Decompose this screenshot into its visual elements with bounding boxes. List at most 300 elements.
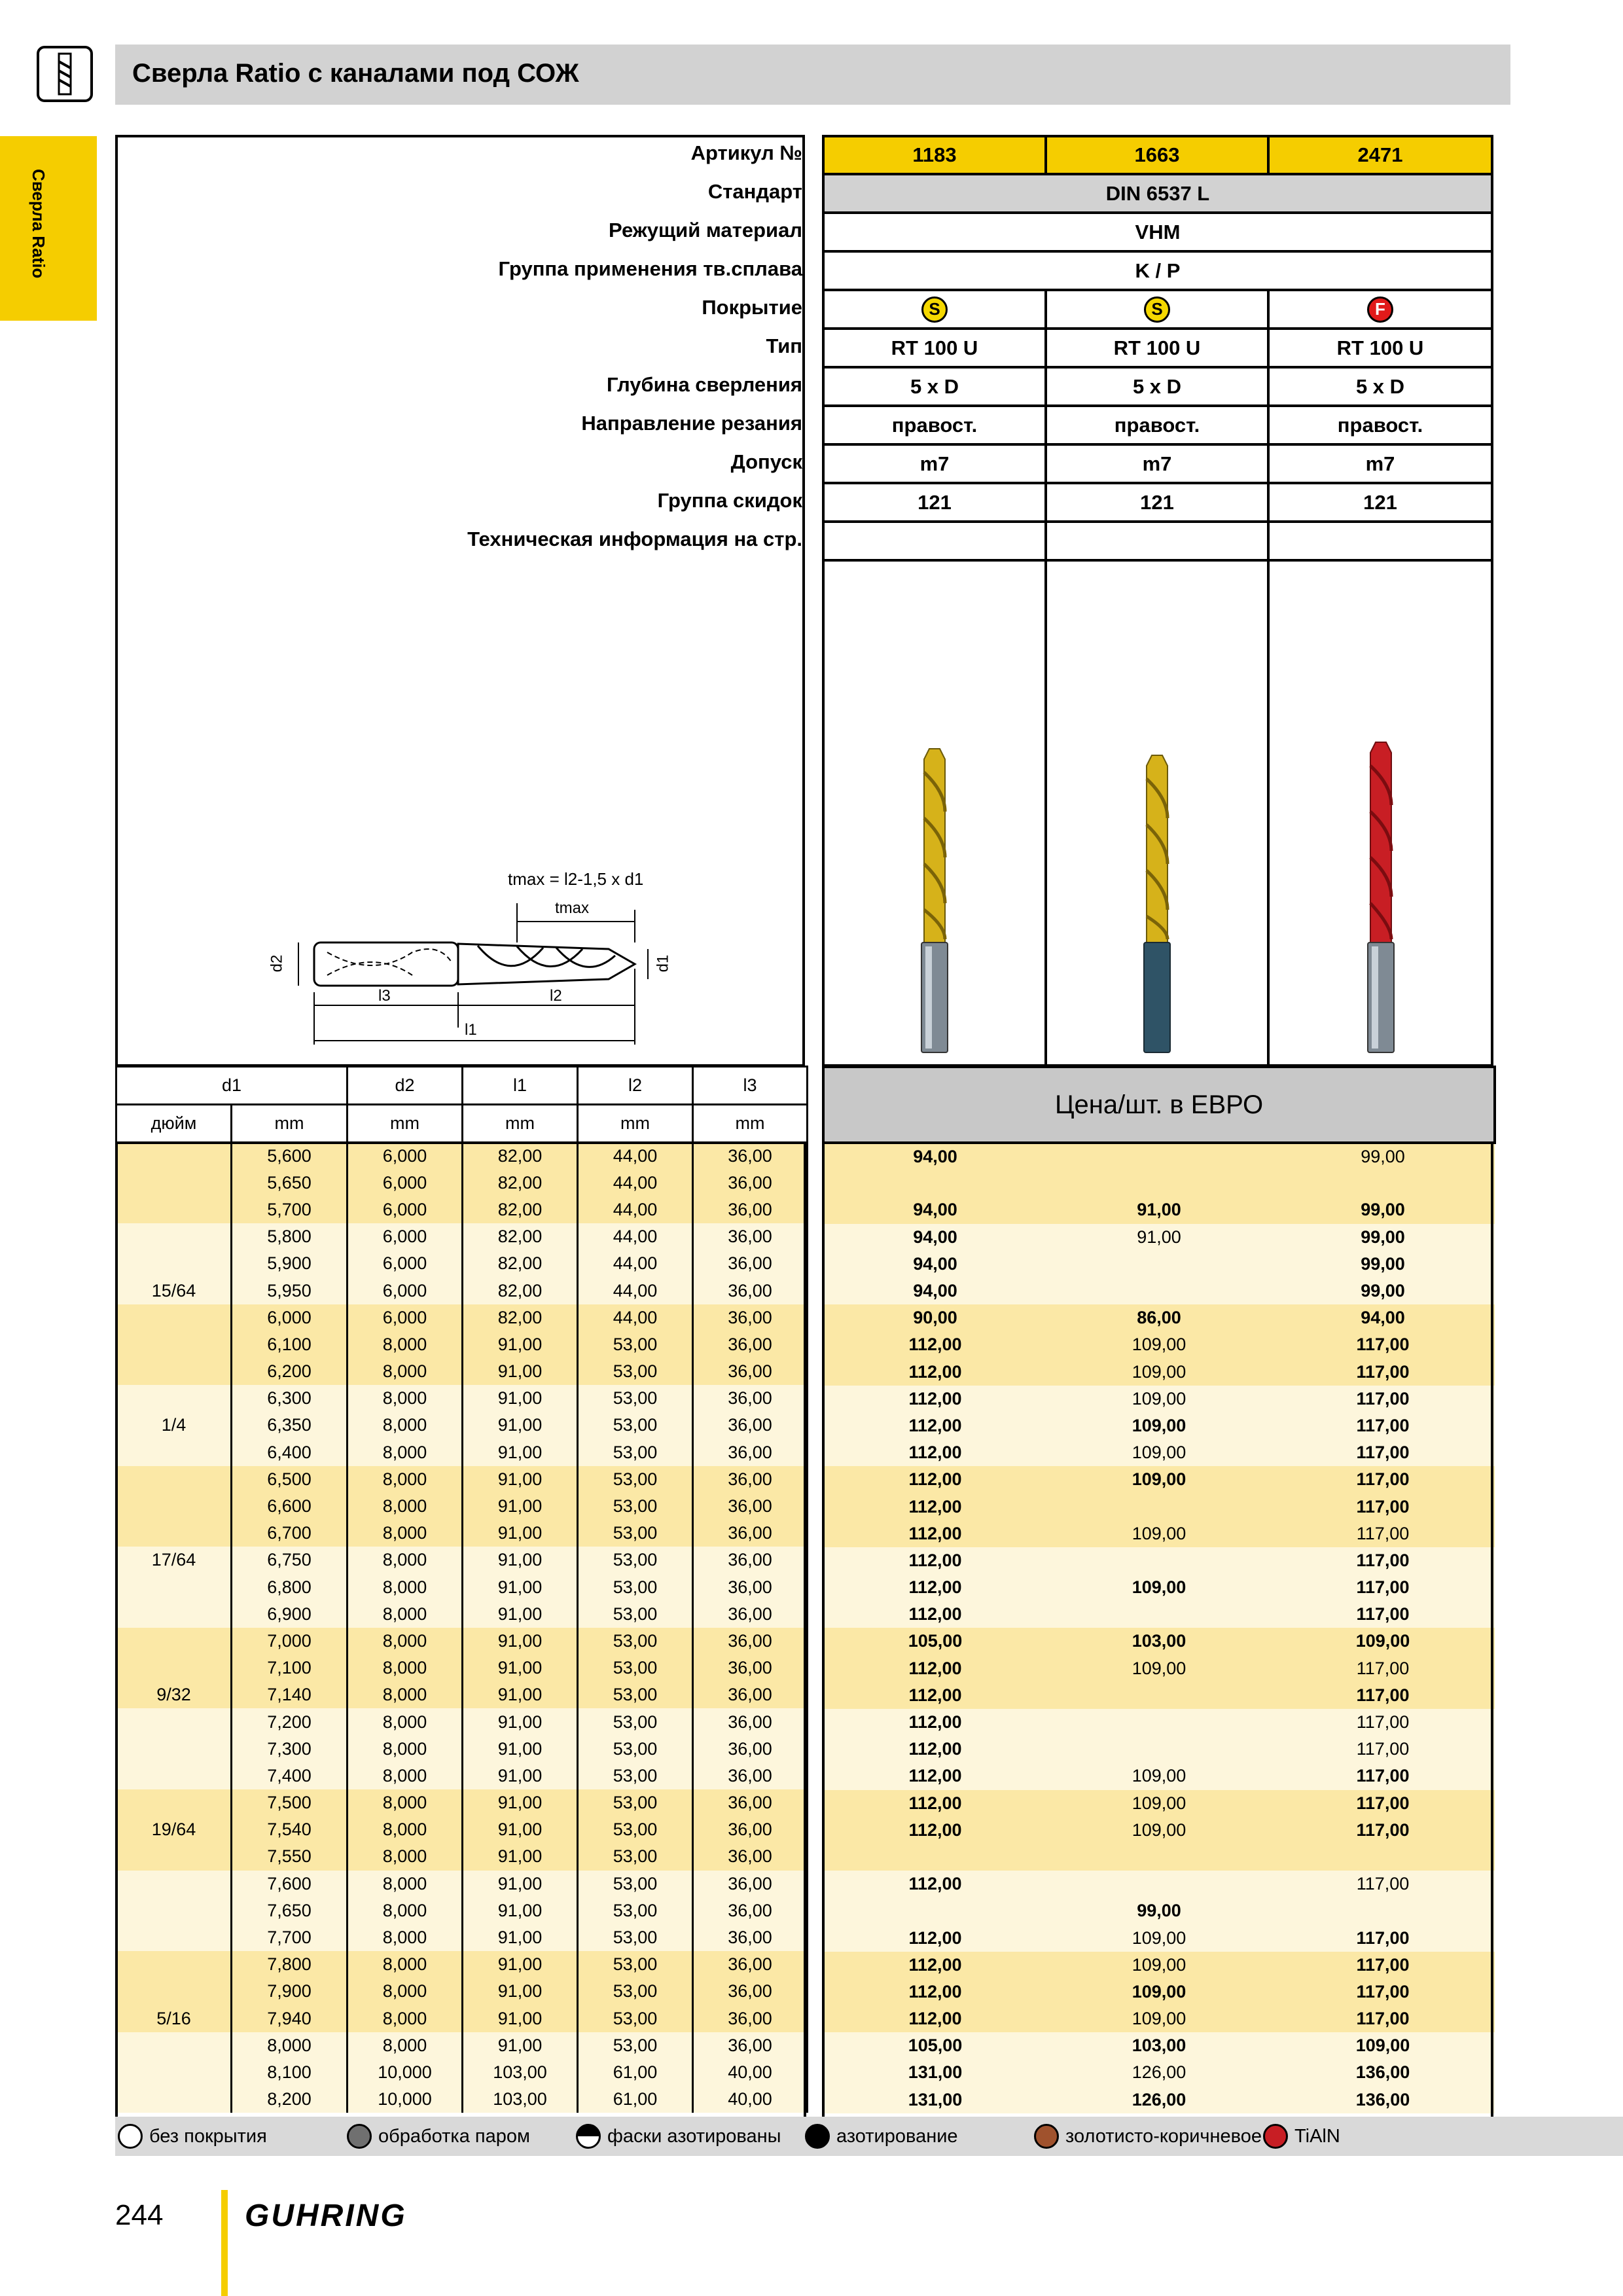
dimension-row	[116, 1196, 808, 1223]
price-cell: 109,00	[1047, 1466, 1271, 1493]
price-row	[823, 1170, 1495, 1196]
dimension-row	[116, 1277, 808, 1304]
price-cell: 109,00	[1047, 1952, 1271, 1979]
price-cell: 94,00	[823, 1143, 1047, 1170]
price-cell: 99,00	[1271, 1278, 1495, 1304]
price-cell: 99,00	[1271, 1224, 1495, 1251]
dimension-cell	[116, 1493, 232, 1520]
dimension-cell: 36,00	[693, 1170, 808, 1196]
dimension-row	[116, 1493, 808, 1520]
dimension-cell: 44,00	[578, 1196, 693, 1223]
dimension-row	[116, 1466, 808, 1493]
price-cell: 112,00	[823, 1359, 1047, 1386]
dimension-cell: 36,00	[693, 1708, 808, 1735]
price-cell	[1047, 1170, 1271, 1196]
dimension-row	[116, 1547, 808, 1573]
price-cell: 117,00	[1271, 1817, 1495, 1844]
price-cell: 112,00	[823, 1574, 1047, 1601]
dimension-cell: 7,600	[232, 1871, 348, 1897]
price-cell: 109,00	[1047, 1655, 1271, 1682]
price-row	[823, 1952, 1495, 1979]
price-cell: 105,00	[823, 1628, 1047, 1655]
dimension-cell	[116, 1331, 232, 1358]
dimension-cell: 8,000	[348, 1871, 463, 1897]
price-cell: 136,00	[1271, 2059, 1495, 2086]
tech-info-3	[1267, 520, 1493, 562]
dimension-cell: 8,000	[348, 1789, 463, 1816]
header-d1: d1	[116, 1067, 348, 1105]
drill-red-icon	[1361, 740, 1400, 1054]
dimension-cell: 5,600	[232, 1143, 348, 1170]
dimension-cell: 91,00	[463, 1736, 578, 1763]
price-cell: 112,00	[823, 1520, 1047, 1547]
dimension-cell: 7,400	[232, 1763, 348, 1789]
dimension-cell: 53,00	[578, 1601, 693, 1628]
dimension-cell: 91,00	[463, 1655, 578, 1681]
dimension-cell: 91,00	[463, 1628, 578, 1655]
dimension-cell: 8,000	[348, 1358, 463, 1385]
tmax-label: tmax	[555, 899, 590, 917]
dimension-cell	[116, 2032, 232, 2059]
dimension-cell: 8,000	[348, 1736, 463, 1763]
dimension-cell: 7,500	[232, 1789, 348, 1816]
subheader-mm: mm	[578, 1105, 693, 1143]
dimension-row	[116, 1574, 808, 1601]
price-cell	[823, 1170, 1047, 1196]
dimension-cell: 6,750	[232, 1547, 348, 1573]
price-cell	[1047, 1871, 1271, 1897]
price-cell: 112,00	[823, 1386, 1047, 1412]
dimension-cell: 44,00	[578, 1277, 693, 1304]
dimension-cell: 7,300	[232, 1736, 348, 1763]
price-cell: 105,00	[823, 2032, 1047, 2059]
dimension-cell	[116, 1628, 232, 1655]
dimension-row	[116, 2005, 808, 2032]
dimension-cell: 53,00	[578, 1897, 693, 1924]
dimension-cell: 8,000	[348, 1843, 463, 1870]
dimension-cell: 53,00	[578, 1358, 693, 1385]
price-cell: 117,00	[1271, 1331, 1495, 1358]
dimension-cell: 8,000	[348, 2032, 463, 2059]
dimension-cell: 6,350	[232, 1412, 348, 1439]
dimension-cell: 5,950	[232, 1277, 348, 1304]
dimension-cell: 91,00	[463, 1897, 578, 1924]
label-direction: Направление резания	[581, 412, 802, 435]
depth-1: 5 x D	[822, 366, 1047, 407]
dimension-cell: 6,000	[348, 1223, 463, 1250]
dimension-table	[115, 1066, 808, 2113]
standard-value: DIN 6537 L	[822, 173, 1493, 214]
price-cell: 117,00	[1271, 1763, 1495, 1789]
price-cell: 91,00	[1047, 1224, 1271, 1251]
legend-item	[576, 2117, 781, 2156]
dimension-cell: 6,000	[348, 1196, 463, 1223]
dimension-row	[116, 1978, 808, 2005]
legend-item	[805, 2117, 958, 2156]
dimension-cell: 91,00	[463, 1412, 578, 1439]
formula-label: tmax = l2-1,5 x d1	[508, 869, 644, 889]
price-cell: 131,00	[823, 2059, 1047, 2086]
dimension-cell: 61,00	[578, 2059, 693, 2086]
type-2: RT 100 U	[1044, 327, 1270, 368]
header-l1: l1	[463, 1067, 578, 1105]
article-1663: 1663	[1044, 135, 1270, 175]
price-cell: 117,00	[1271, 1359, 1495, 1386]
type-3: RT 100 U	[1267, 327, 1493, 368]
legend-item	[1263, 2117, 1340, 2156]
price-cell: 99,00	[1271, 1143, 1495, 1170]
price-row	[823, 1790, 1495, 1817]
price-cell: 94,00	[823, 1251, 1047, 1278]
dimension-cell: 5,700	[232, 1196, 348, 1223]
dimension-cell: 10,000	[348, 2086, 463, 2113]
price-row	[823, 1278, 1495, 1304]
price-row	[823, 2032, 1495, 2059]
dimension-cell: 7,200	[232, 1708, 348, 1735]
discount-1: 121	[822, 482, 1047, 523]
dimension-row	[116, 1250, 808, 1277]
dimension-cell: 53,00	[578, 1681, 693, 1708]
price-cell: 112,00	[823, 1871, 1047, 1897]
dimension-cell: 36,00	[693, 1493, 808, 1520]
price-cell: 103,00	[1047, 2032, 1271, 2059]
dimension-cell	[116, 1439, 232, 1466]
dimension-row	[116, 1789, 808, 1816]
price-cell: 131,00	[823, 2087, 1047, 2113]
dimension-cell: 7,900	[232, 1978, 348, 2005]
dimension-cell	[116, 1978, 232, 2005]
price-row	[823, 1574, 1495, 1601]
l1-label: l1	[465, 1021, 477, 1039]
price-row	[823, 1601, 1495, 1628]
dimension-cell	[116, 1358, 232, 1385]
dimension-cell: 53,00	[578, 1412, 693, 1439]
price-cell: 112,00	[823, 2005, 1047, 2032]
dimension-cell: 8,000	[348, 1466, 463, 1493]
price-cell	[1047, 1601, 1271, 1628]
dimension-cell: 53,00	[578, 1493, 693, 1520]
dimension-cell: 91,00	[463, 1708, 578, 1735]
price-cell: 112,00	[823, 1466, 1047, 1493]
subheader-mm: mm	[693, 1105, 808, 1143]
dimension-cell: 8,000	[348, 2005, 463, 2032]
dimension-cell: 36,00	[693, 1816, 808, 1843]
dimension-cell: 36,00	[693, 1924, 808, 1951]
dimension-cell	[116, 1871, 232, 1897]
dimension-cell: 40,00	[693, 2059, 808, 2086]
price-row	[823, 1331, 1495, 1358]
price-cell	[1047, 1844, 1271, 1871]
price-cell: 126,00	[1047, 2059, 1271, 2086]
price-cell: 109,00	[1047, 1979, 1271, 2005]
price-cell: 117,00	[1271, 1979, 1495, 2005]
dimension-cell: 8,000	[348, 1574, 463, 1601]
dimension-cell: 91,00	[463, 1385, 578, 1412]
dimension-cell: 36,00	[693, 1143, 808, 1170]
header-d2: d2	[348, 1067, 463, 1105]
dimension-cell: 36,00	[693, 1628, 808, 1655]
dimension-cell: 8,000	[348, 1412, 463, 1439]
price-row	[823, 2059, 1495, 2086]
dimension-row	[116, 1681, 808, 1708]
label-depth: Глубина сверления	[606, 373, 802, 396]
dimension-cell: 91,00	[463, 2032, 578, 2059]
dimension-cell: 9/32	[116, 1681, 232, 1708]
dimension-cell: 8,000	[348, 1763, 463, 1789]
price-cell: 117,00	[1271, 1386, 1495, 1412]
dimension-row	[116, 1385, 808, 1412]
dimension-cell: 44,00	[578, 1223, 693, 1250]
dimension-cell	[116, 1736, 232, 1763]
dimension-row	[116, 1412, 808, 1439]
dimension-cell: 91,00	[463, 1601, 578, 1628]
price-row	[823, 1251, 1495, 1278]
tialn-icon	[1263, 2124, 1288, 2149]
subheader-mm: mm	[348, 1105, 463, 1143]
brand-logo: GUHRING	[245, 2198, 407, 2233]
dimension-cell: 36,00	[693, 1223, 808, 1250]
price-row	[823, 1304, 1495, 1331]
dimension-cell: 17/64	[116, 1547, 232, 1573]
dimension-cell: 91,00	[463, 1574, 578, 1601]
dimension-cell: 91,00	[463, 1466, 578, 1493]
price-cell: 109,00	[1047, 1331, 1271, 1358]
price-cell: 117,00	[1271, 1520, 1495, 1547]
dimension-cell: 61,00	[578, 2086, 693, 2113]
dimension-row	[116, 2086, 808, 2113]
price-cell: 112,00	[823, 1412, 1047, 1439]
dimension-cell: 8,000	[232, 2032, 348, 2059]
dimension-cell: 6,500	[232, 1466, 348, 1493]
price-cell: 112,00	[823, 1601, 1047, 1628]
dimension-row	[116, 2059, 808, 2086]
dimension-cell: 8,000	[348, 1816, 463, 1843]
dimension-row	[116, 1628, 808, 1655]
dimension-cell: 36,00	[693, 1196, 808, 1223]
price-cell: 117,00	[1271, 1466, 1495, 1493]
dimension-cell	[116, 1520, 232, 1547]
dimension-cell: 53,00	[578, 2005, 693, 2032]
dimension-cell: 53,00	[578, 1789, 693, 1816]
price-cell: 103,00	[1047, 1628, 1271, 1655]
coating-legend	[115, 2117, 1623, 2156]
dimension-cell: 36,00	[693, 1871, 808, 1897]
price-cell: 109,00	[1047, 1386, 1271, 1412]
price-table	[822, 1066, 1496, 2113]
header-l3: l3	[693, 1067, 808, 1105]
gold-brown-icon	[1034, 2124, 1059, 2149]
dimension-cell: 53,00	[578, 1843, 693, 1870]
dimension-cell: 44,00	[578, 1143, 693, 1170]
price-row	[823, 1466, 1495, 1493]
direction-3: правост.	[1267, 404, 1493, 446]
dimension-cell: 8,000	[348, 1655, 463, 1681]
dimension-cell: 36,00	[693, 2032, 808, 2059]
legend-item	[347, 2117, 530, 2156]
dimension-cell: 8,000	[348, 1547, 463, 1573]
dimension-cell: 1/4	[116, 1412, 232, 1439]
dimension-row	[116, 1331, 808, 1358]
dimension-cell: 15/64	[116, 1277, 232, 1304]
price-cell	[1047, 1493, 1271, 1520]
dimension-cell: 7,700	[232, 1924, 348, 1951]
dimension-cell: 8,000	[348, 1708, 463, 1735]
label-discount: Группа скидок	[657, 489, 802, 512]
dimension-cell: 36,00	[693, 1655, 808, 1681]
dimension-cell: 36,00	[693, 1897, 808, 1924]
l2-label: l2	[550, 987, 562, 1005]
price-row	[823, 1871, 1495, 1897]
dimension-cell: 6,000	[232, 1304, 348, 1331]
dimension-row	[116, 1763, 808, 1789]
price-row	[823, 1493, 1495, 1520]
price-row	[823, 1844, 1495, 1871]
nitrided-chamfer-icon	[576, 2124, 601, 2149]
label-tolerance: Допуск	[730, 450, 802, 473]
price-cell: 117,00	[1271, 1439, 1495, 1466]
dimension-cell: 53,00	[578, 1951, 693, 1978]
subheader-mm: mm	[463, 1105, 578, 1143]
price-cell: 109,00	[1047, 1520, 1271, 1547]
discount-3: 121	[1267, 482, 1493, 523]
price-cell: 117,00	[1271, 1709, 1495, 1736]
dimension-row	[116, 1897, 808, 1924]
price-cell: 109,00	[1271, 1628, 1495, 1655]
dimension-cell: 6,600	[232, 1493, 348, 1520]
price-row	[823, 1763, 1495, 1789]
coating-s-icon: S	[921, 296, 948, 323]
legend-label: TiAlN	[1294, 2125, 1340, 2147]
dimension-row	[116, 1223, 808, 1250]
price-cell: 117,00	[1271, 1574, 1495, 1601]
depth-2: 5 x D	[1044, 366, 1270, 407]
dimension-row	[116, 1871, 808, 1897]
legend-label: азотирование	[836, 2125, 958, 2147]
dimension-cell: 91,00	[463, 1789, 578, 1816]
price-cell: 117,00	[1271, 1412, 1495, 1439]
dimension-cell: 8,000	[348, 1439, 463, 1466]
dimension-cell	[116, 1170, 232, 1196]
dimension-cell: 53,00	[578, 1520, 693, 1547]
price-cell	[1271, 1170, 1495, 1196]
price-cell: 117,00	[1271, 1924, 1495, 1951]
dimension-cell: 91,00	[463, 1843, 578, 1870]
legend-label: золотисто-коричневое	[1065, 2125, 1262, 2147]
dimension-cell: 53,00	[578, 1763, 693, 1789]
dimension-cell: 91,00	[463, 1681, 578, 1708]
price-cell	[1271, 1844, 1495, 1871]
price-row	[823, 1386, 1495, 1412]
article-1183: 1183	[822, 135, 1047, 175]
dimension-cell: 82,00	[463, 1143, 578, 1170]
dimension-cell: 5,800	[232, 1223, 348, 1250]
discount-2: 121	[1044, 482, 1270, 523]
d1-label: d1	[654, 954, 672, 973]
dimension-cell: 53,00	[578, 1736, 693, 1763]
legend-item	[1034, 2117, 1262, 2156]
price-cell: 117,00	[1271, 1655, 1495, 1682]
nitrided-icon	[805, 2124, 830, 2149]
price-cell	[1047, 1736, 1271, 1763]
dimension-row	[116, 1708, 808, 1735]
price-cell: 109,00	[1271, 2032, 1495, 2059]
side-tab-label: Сверла Ratio	[29, 169, 48, 279]
dimension-cell: 53,00	[578, 1385, 693, 1412]
dimension-cell: 36,00	[693, 1331, 808, 1358]
page-title: Сверла Ratio с каналами под СОЖ	[132, 59, 579, 88]
price-cell: 126,00	[1047, 2087, 1271, 2113]
price-cell: 112,00	[823, 1655, 1047, 1682]
dimension-cell: 36,00	[693, 1250, 808, 1277]
price-row	[823, 1520, 1495, 1547]
price-cell: 117,00	[1271, 1871, 1495, 1897]
label-material: Режущий материал	[609, 219, 802, 242]
dimension-cell: 6,000	[348, 1304, 463, 1331]
dimension-cell: 8,000	[348, 1493, 463, 1520]
dimension-cell: 6,000	[348, 1250, 463, 1277]
dimension-cell: 91,00	[463, 1924, 578, 1951]
direction-2: правост.	[1044, 404, 1270, 446]
price-cell: 109,00	[1047, 1790, 1271, 1817]
price-row	[823, 1736, 1495, 1763]
dimension-cell: 8,000	[348, 1385, 463, 1412]
label-article: Артикул №	[690, 141, 802, 164]
tolerance-2: m7	[1044, 443, 1270, 484]
dimension-cell: 7,650	[232, 1897, 348, 1924]
tolerance-3: m7	[1267, 443, 1493, 484]
dimension-cell: 36,00	[693, 1789, 808, 1816]
header-l2: l2	[578, 1067, 693, 1105]
coating-cell-2	[1044, 289, 1270, 330]
dimension-row	[116, 1843, 808, 1870]
drill-dimension-diagram	[242, 864, 674, 1047]
type-1: RT 100 U	[822, 327, 1047, 368]
legend-label: фаски азотированы	[607, 2125, 781, 2147]
price-row	[823, 1628, 1495, 1655]
price-cell: 109,00	[1047, 2005, 1271, 2032]
dimension-cell	[116, 1385, 232, 1412]
page-number: 244	[115, 2199, 164, 2231]
price-cell: 99,00	[1271, 1196, 1495, 1223]
dimension-cell: 36,00	[693, 1520, 808, 1547]
price-cell: 109,00	[1047, 1763, 1271, 1789]
dimension-cell: 8,000	[348, 1628, 463, 1655]
dimension-cell: 6,900	[232, 1601, 348, 1628]
dimension-cell: 6,400	[232, 1439, 348, 1466]
price-row	[823, 1359, 1495, 1386]
dimension-cell: 36,00	[693, 1466, 808, 1493]
dimension-cell: 7,100	[232, 1655, 348, 1681]
dimension-cell: 6,000	[348, 1277, 463, 1304]
dimension-cell: 8,000	[348, 1951, 463, 1978]
price-cell: 86,00	[1047, 1304, 1271, 1331]
dimension-cell: 8,000	[348, 1681, 463, 1708]
article-2471: 2471	[1267, 135, 1493, 175]
dimension-cell: 53,00	[578, 1978, 693, 2005]
price-cell	[1047, 1547, 1271, 1574]
drill-gold-dark-shank-icon	[1137, 753, 1177, 1054]
dimension-cell: 5/16	[116, 2005, 232, 2032]
price-row	[823, 1655, 1495, 1682]
price-cell: 112,00	[823, 1493, 1047, 1520]
dimension-cell: 91,00	[463, 1978, 578, 2005]
price-cell: 94,00	[823, 1278, 1047, 1304]
price-cell: 94,00	[1271, 1304, 1495, 1331]
price-row	[823, 1682, 1495, 1709]
side-tab	[0, 136, 97, 321]
dimension-cell: 91,00	[463, 1358, 578, 1385]
price-cell: 112,00	[823, 1709, 1047, 1736]
